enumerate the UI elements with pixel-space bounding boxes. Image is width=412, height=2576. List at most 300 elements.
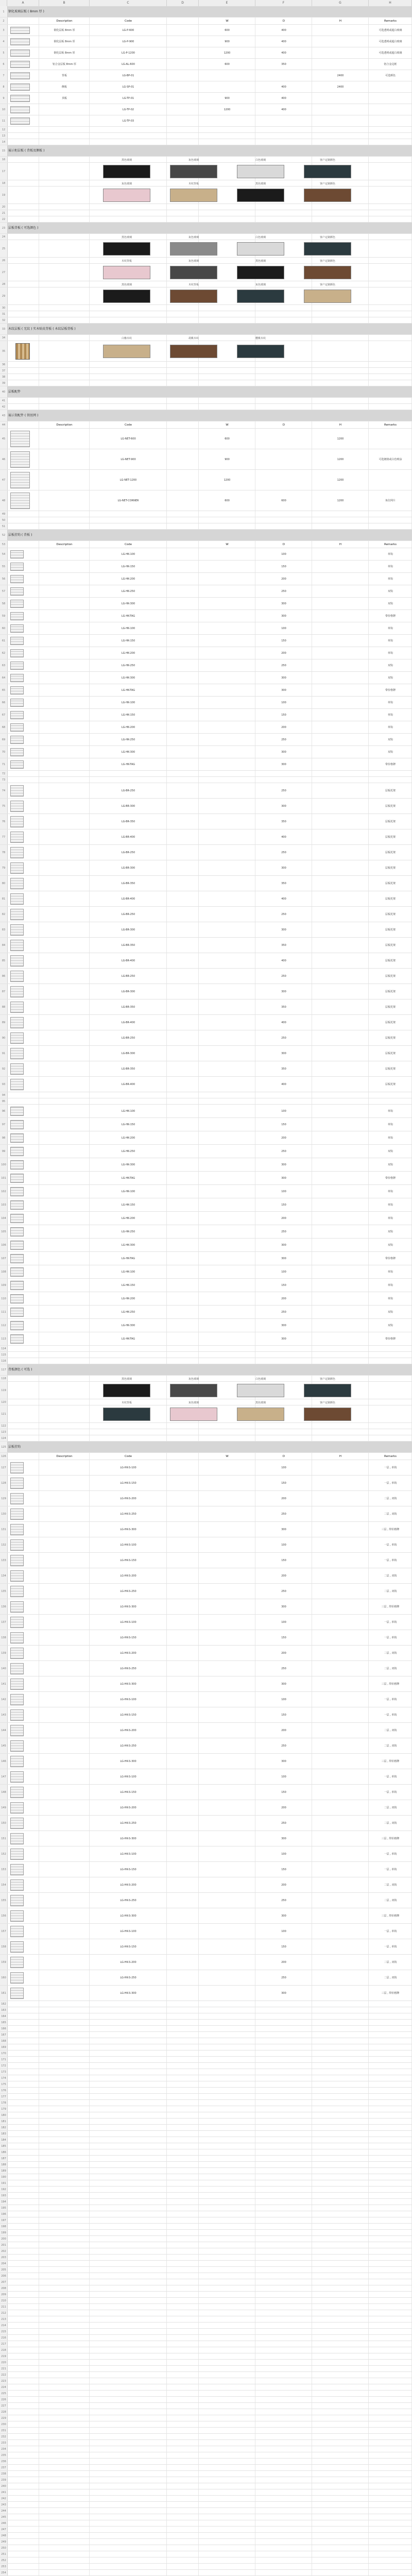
row-number[interactable]: 189 — [0, 2168, 8, 2174]
product-thumbnail[interactable] — [10, 801, 24, 812]
row-number[interactable]: 177 — [0, 2094, 8, 2099]
width-cell[interactable] — [199, 548, 255, 560]
width-cell[interactable]: 1200 — [224, 51, 231, 55]
height-cell[interactable] — [312, 93, 369, 104]
product-thumbnail[interactable] — [10, 649, 24, 657]
code-cell[interactable]: LG-HK-S-200 — [120, 1497, 136, 1500]
product-thumbnail[interactable] — [10, 27, 30, 34]
product-thumbnail[interactable] — [10, 1002, 24, 1013]
depth-cell[interactable]: 300 — [281, 1052, 286, 1055]
depth-cell[interactable]: 400 — [281, 959, 286, 962]
product-thumbnail[interactable] — [10, 1601, 24, 1613]
remarks-cell[interactable]: 层板托架 — [385, 820, 396, 823]
row-number[interactable]: 111 — [0, 1306, 8, 1318]
width-cell[interactable] — [199, 672, 255, 684]
product-thumbnail[interactable] — [10, 1570, 24, 1582]
product-thumbnail[interactable] — [10, 472, 30, 488]
width-cell[interactable] — [199, 697, 255, 708]
depth-cell[interactable] — [255, 429, 312, 449]
height-cell[interactable] — [312, 1661, 369, 1676]
depth-cell[interactable]: 600 — [281, 499, 286, 502]
product-thumbnail[interactable] — [10, 674, 24, 682]
depth-cell[interactable] — [255, 70, 312, 81]
row-number[interactable]: 148 — [0, 1785, 8, 1800]
height-cell[interactable] — [312, 1816, 369, 1831]
code-cell[interactable]: LG-HK-S-300 — [120, 1682, 136, 1686]
row-number[interactable]: 179 — [0, 2106, 8, 2112]
row-number[interactable]: 6 — [0, 59, 8, 70]
row-number[interactable]: 74 — [0, 783, 8, 798]
depth-cell[interactable]: 100 — [281, 1698, 286, 1701]
width-cell[interactable] — [199, 1522, 255, 1537]
remarks-cell[interactable] — [369, 429, 412, 449]
width-cell[interactable]: 900 — [225, 96, 230, 100]
depth-cell[interactable]: 150 — [281, 713, 286, 717]
code-cell[interactable]: LG-TP-02 — [122, 108, 134, 111]
remarks-cell[interactable]: 单钩 — [387, 552, 393, 556]
height-cell[interactable] — [312, 1707, 369, 1722]
code-cell[interactable]: LG-BR-350 — [121, 1067, 135, 1071]
product-thumbnail[interactable] — [10, 1663, 24, 1674]
row-number[interactable]: 254 — [0, 2570, 8, 2575]
remarks-cell[interactable]: 单钩 — [387, 1283, 393, 1287]
width-cell[interactable] — [199, 891, 255, 906]
code-cell[interactable]: LG-HK-S-150 — [120, 1558, 136, 1562]
code-cell[interactable]: LG-BR-400 — [121, 959, 135, 962]
row-number[interactable]: 107 — [0, 1252, 8, 1265]
width-cell[interactable] — [199, 1252, 255, 1265]
row-number[interactable]: 218 — [0, 2347, 8, 2353]
product-thumbnail[interactable] — [10, 1227, 24, 1236]
height-cell[interactable] — [312, 1754, 369, 1769]
code-cell[interactable]: LG-BR-400 — [121, 897, 135, 901]
row-number[interactable]: 135 — [0, 1584, 8, 1599]
depth-cell[interactable]: 250 — [281, 1667, 286, 1670]
color-swatch[interactable] — [170, 1384, 217, 1397]
code-cell[interactable]: LG-HK-150 — [121, 1123, 135, 1126]
code-cell[interactable]: LG-HK-S-100 — [120, 1698, 136, 1701]
row-number[interactable]: 82 — [0, 907, 8, 922]
row-number[interactable]: 17 — [0, 163, 8, 180]
row-number[interactable]: 35 — [0, 341, 8, 361]
row-number[interactable]: 223 — [0, 2378, 8, 2384]
color-swatch[interactable] — [103, 242, 150, 256]
height-cell[interactable] — [312, 1105, 369, 1117]
remarks-cell[interactable]: 层板托架 — [385, 1036, 396, 1040]
row-number[interactable]: 8 — [0, 81, 8, 92]
height-cell[interactable] — [312, 1568, 369, 1583]
row-number[interactable]: 138 — [0, 1630, 8, 1645]
remarks-cell[interactable]: 层板托架 — [385, 851, 396, 854]
row-number[interactable]: 64 — [0, 672, 8, 684]
width-cell[interactable] — [199, 1831, 255, 1846]
depth-cell[interactable]: 400 — [281, 1082, 286, 1086]
depth-cell[interactable]: 200 — [281, 1806, 286, 1809]
row-number[interactable]: 93 — [0, 1077, 8, 1092]
depth-cell[interactable] — [255, 470, 312, 490]
remarks-cell[interactable]: 三层 , 带价格牌 — [381, 1605, 400, 1608]
color-swatch[interactable] — [170, 1408, 217, 1421]
code-cell[interactable]: LG-P-1200 — [122, 51, 135, 55]
depth-cell[interactable]: 300 — [281, 1528, 286, 1531]
remarks-cell[interactable]: 层板托架 — [385, 1021, 396, 1024]
height-cell[interactable]: 1200 — [337, 457, 344, 461]
remarks-cell[interactable]: 双钩 — [387, 664, 393, 667]
code-cell[interactable]: LG-HK-TAG — [121, 1257, 135, 1260]
width-cell[interactable] — [199, 1046, 255, 1061]
section-title[interactable]: 层板挂钩 — [8, 1445, 21, 1449]
code-cell[interactable]: LG-BR-400 — [121, 1021, 135, 1024]
code-cell[interactable]: LG-HK-300 — [121, 1324, 135, 1327]
color-swatch[interactable] — [304, 189, 351, 202]
row-number[interactable]: 49 — [0, 511, 8, 517]
row-number[interactable]: 242 — [0, 2496, 8, 2501]
color-swatch[interactable] — [237, 266, 284, 279]
row-number[interactable]: 129 — [0, 1491, 8, 1506]
width-cell[interactable] — [199, 758, 255, 770]
color-swatch[interactable] — [237, 165, 284, 178]
height-cell[interactable]: 2400 — [337, 74, 344, 77]
remarks-cell[interactable]: 一层 , 单钩 — [384, 1466, 397, 1469]
row-number[interactable]: 101 — [0, 1172, 8, 1184]
remarks-cell[interactable]: 铝合金边框 — [384, 62, 397, 66]
depth-cell[interactable]: 200 — [281, 1574, 286, 1578]
row-number[interactable]: 66 — [0, 697, 8, 708]
remarks-cell[interactable]: 一层 , 单钩 — [384, 1775, 397, 1778]
row-number[interactable]: 252 — [0, 2557, 8, 2563]
width-cell[interactable] — [199, 1131, 255, 1144]
row-number[interactable]: 151 — [0, 1831, 8, 1846]
row-number[interactable]: 132 — [0, 1537, 8, 1552]
row-number[interactable]: 81 — [0, 891, 8, 906]
remarks-cell[interactable]: 一层 , 单钩 — [384, 1481, 397, 1485]
remarks-cell[interactable]: 二层 , 双钩 — [384, 1589, 397, 1593]
row-number[interactable]: 168 — [0, 2038, 8, 2044]
height-cell[interactable] — [312, 697, 369, 708]
width-cell[interactable] — [199, 1646, 255, 1660]
row-number[interactable]: 33 — [0, 324, 8, 334]
height-cell[interactable] — [312, 1198, 369, 1211]
row-number[interactable]: 235 — [0, 2452, 8, 2458]
row-number[interactable]: 241 — [0, 2489, 8, 2495]
depth-cell[interactable]: 200 — [281, 1216, 286, 1220]
width-cell[interactable] — [199, 647, 255, 659]
height-cell[interactable] — [312, 829, 369, 844]
height-cell[interactable] — [312, 1158, 369, 1171]
row-number[interactable]: 62 — [0, 647, 8, 659]
row-number[interactable]: 198 — [0, 2224, 8, 2229]
row-number[interactable]: 123 — [0, 1429, 8, 1435]
row-number[interactable]: 90 — [0, 1030, 8, 1045]
header-code[interactable]: Code — [124, 543, 132, 546]
row-number[interactable]: 85 — [0, 953, 8, 968]
height-cell[interactable] — [312, 1970, 369, 1985]
remarks-cell[interactable]: 双钩 — [387, 676, 393, 680]
remarks-cell[interactable]: 层板托架 — [385, 882, 396, 885]
row-number[interactable]: 210 — [0, 2298, 8, 2303]
row-number[interactable]: 173 — [0, 2069, 8, 2075]
row-number[interactable]: 130 — [0, 1506, 8, 1521]
row-number[interactable]: 106 — [0, 1239, 8, 1251]
row-number[interactable]: 215 — [0, 2329, 8, 2334]
height-cell[interactable] — [312, 860, 369, 875]
depth-cell[interactable]: 250 — [281, 1512, 286, 1516]
width-cell[interactable] — [199, 610, 255, 622]
depth-cell[interactable]: 250 — [281, 912, 286, 916]
row-number[interactable]: 219 — [0, 2353, 8, 2359]
depth-cell[interactable]: 150 — [281, 1558, 286, 1562]
width-cell[interactable] — [199, 622, 255, 634]
code-cell[interactable]: LG-HK-S-150 — [120, 1481, 136, 1485]
remarks-cell[interactable]: 双钩 — [387, 750, 393, 754]
width-cell[interactable] — [199, 635, 255, 647]
depth-cell[interactable]: 100 — [281, 1190, 286, 1193]
product-thumbnail[interactable] — [10, 1988, 24, 1999]
depth-cell[interactable]: 300 — [281, 1991, 286, 1995]
depth-cell[interactable]: 300 — [281, 928, 286, 931]
remarks-cell[interactable]: 单钩 — [387, 1190, 393, 1193]
row-number[interactable]: 25 — [0, 240, 8, 257]
row-number[interactable]: 180 — [0, 2112, 8, 2118]
row-number[interactable]: 229 — [0, 2415, 8, 2421]
height-cell[interactable] — [312, 622, 369, 634]
depth-cell[interactable]: 250 — [281, 1589, 286, 1593]
row-number[interactable]: 115 — [0, 1352, 8, 1358]
row-number[interactable]: 227 — [0, 2403, 8, 2409]
remarks-cell[interactable]: 层板托架 — [385, 835, 396, 839]
width-cell[interactable] — [199, 1030, 255, 1045]
code-cell[interactable]: LG-HK-100 — [121, 626, 135, 630]
row-number[interactable]: 69 — [0, 734, 8, 745]
product-thumbnail[interactable] — [10, 1539, 24, 1551]
product-thumbnail[interactable] — [10, 1926, 24, 1937]
code-cell[interactable]: LG-HK-S-100 — [120, 1775, 136, 1778]
row-number[interactable]: 194 — [0, 2199, 8, 2205]
row-number[interactable]: 86 — [0, 969, 8, 984]
width-cell[interactable] — [199, 709, 255, 721]
header-w[interactable]: W — [226, 543, 229, 546]
code-cell[interactable]: LG-HK-TAG — [121, 762, 135, 766]
width-cell[interactable] — [199, 922, 255, 937]
height-cell[interactable] — [312, 548, 369, 560]
remarks-cell[interactable] — [369, 81, 412, 92]
row-number[interactable]: 236 — [0, 2459, 8, 2464]
product-thumbnail[interactable] — [10, 847, 24, 858]
remarks-cell[interactable]: 可选透明或超白玻璃 — [379, 28, 402, 32]
product-thumbnail[interactable] — [10, 1509, 24, 1520]
row-number[interactable]: 72 — [0, 771, 8, 776]
width-cell[interactable] — [199, 1506, 255, 1521]
row-number[interactable]: 191 — [0, 2180, 8, 2186]
product-thumbnail[interactable] — [10, 1187, 24, 1196]
code-cell[interactable]: LG-HK-200 — [121, 577, 135, 581]
column-header-f[interactable]: F — [255, 0, 312, 6]
header-h[interactable]: H — [339, 423, 342, 427]
row-number[interactable]: 183 — [0, 2131, 8, 2137]
color-swatch[interactable] — [103, 290, 150, 303]
remarks-cell[interactable]: 双钩 — [387, 589, 393, 593]
row-number[interactable]: 178 — [0, 2100, 8, 2106]
row-number[interactable]: 203 — [0, 2255, 8, 2260]
depth-cell[interactable]: 250 — [281, 738, 286, 741]
width-cell[interactable] — [199, 1198, 255, 1211]
column-header-c[interactable]: C — [90, 0, 167, 6]
code-cell[interactable]: LG-BR-250 — [121, 789, 135, 792]
remarks-cell[interactable]: 单钩 — [387, 1136, 393, 1140]
product-thumbnail[interactable] — [10, 785, 24, 796]
height-cell[interactable] — [312, 659, 369, 671]
product-thumbnail[interactable] — [10, 1833, 24, 1844]
row-number[interactable]: 192 — [0, 2187, 8, 2192]
remarks-cell[interactable]: 一层 , 单钩 — [384, 1713, 397, 1717]
code-cell[interactable]: LG-HK-S-150 — [120, 1945, 136, 1948]
code-cell[interactable]: LG-BR-300 — [121, 990, 135, 993]
row-number[interactable]: 134 — [0, 1568, 8, 1583]
code-cell[interactable]: LG-BR-250 — [121, 974, 135, 978]
code-cell[interactable]: LG-HK-200 — [121, 725, 135, 729]
row-number[interactable]: 181 — [0, 2119, 8, 2124]
code-cell[interactable]: LG-HK-S-150 — [120, 1636, 136, 1639]
row-number[interactable]: 162 — [0, 2001, 8, 2007]
depth-cell[interactable]: 100 — [281, 1543, 286, 1547]
select-all-corner[interactable] — [0, 0, 7, 6]
column-header-g[interactable]: G — [312, 0, 369, 6]
header-d[interactable]: D — [282, 1454, 285, 1458]
remarks-cell[interactable]: 一层 , 单钩 — [384, 1543, 397, 1547]
height-cell[interactable] — [312, 1030, 369, 1045]
remarks-cell[interactable]: 三层 , 带价格牌 — [381, 1991, 400, 1995]
row-number[interactable]: 251 — [0, 2551, 8, 2557]
code-cell[interactable]: LG-HK-100 — [121, 552, 135, 556]
depth-cell[interactable]: 300 — [281, 1837, 286, 1840]
remarks-cell[interactable]: 单钩 — [387, 565, 393, 568]
row-number[interactable]: 98 — [0, 1131, 8, 1144]
row-number[interactable]: 239 — [0, 2477, 8, 2483]
height-cell[interactable] — [312, 709, 369, 721]
remarks-cell[interactable]: 双钩 — [387, 1310, 393, 1314]
depth-cell[interactable]: 400 — [281, 96, 286, 100]
row-number[interactable]: 128 — [0, 1476, 8, 1490]
product-thumbnail[interactable] — [10, 1079, 24, 1090]
header-h[interactable]: H — [339, 19, 342, 23]
remarks-cell[interactable]: 单钩 — [387, 1216, 393, 1220]
header-remarks[interactable]: Remarks — [384, 543, 397, 546]
code-cell[interactable]: LG-HK-150 — [121, 1203, 135, 1207]
product-thumbnail[interactable] — [10, 760, 24, 769]
depth-cell[interactable]: 100 — [281, 626, 286, 630]
width-cell[interactable] — [199, 1212, 255, 1225]
color-swatch[interactable] — [237, 242, 284, 256]
product-thumbnail[interactable] — [10, 550, 24, 558]
color-swatch[interactable] — [304, 242, 351, 256]
header-code[interactable]: Code — [124, 19, 132, 23]
width-cell[interactable] — [199, 1800, 255, 1815]
remarks-cell[interactable]: 单钩 — [387, 1123, 393, 1126]
width-cell[interactable] — [199, 876, 255, 891]
remarks-cell[interactable]: 单钩 — [387, 713, 393, 717]
row-number[interactable]: 100 — [0, 1158, 8, 1171]
row-number[interactable]: 103 — [0, 1198, 8, 1211]
code-cell[interactable]: LG-HK-S-250 — [120, 1899, 136, 1902]
product-thumbnail[interactable] — [10, 1617, 24, 1628]
depth-cell[interactable]: 100 — [281, 701, 286, 704]
code-cell[interactable]: LG-BR-250 — [121, 912, 135, 916]
code-cell[interactable]: LG-BR-300 — [121, 866, 135, 870]
remarks-cell[interactable]: 层板托架 — [385, 959, 396, 962]
row-number[interactable]: 155 — [0, 1893, 8, 1908]
code-cell[interactable]: LG-BR-350 — [121, 882, 135, 885]
code-cell[interactable]: LG-NET-900 — [121, 457, 136, 461]
product-thumbnail[interactable] — [10, 699, 24, 707]
width-cell[interactable] — [199, 1306, 255, 1318]
height-cell[interactable] — [312, 1723, 369, 1738]
depth-cell[interactable]: 350 — [281, 62, 286, 66]
row-number[interactable]: 234 — [0, 2446, 8, 2452]
height-cell[interactable] — [312, 1131, 369, 1144]
row-number[interactable]: 42 — [0, 404, 8, 410]
remarks-cell[interactable]: 层板托架 — [385, 974, 396, 978]
height-cell[interactable] — [312, 1584, 369, 1599]
width-cell[interactable] — [199, 1630, 255, 1645]
row-number[interactable]: 166 — [0, 2026, 8, 2031]
code-cell[interactable]: LG-HK-250 — [121, 664, 135, 667]
product-thumbnail[interactable] — [10, 1321, 24, 1330]
width-cell[interactable] — [199, 969, 255, 984]
height-cell[interactable] — [312, 1676, 369, 1691]
column-header-b[interactable]: B — [39, 0, 90, 6]
row-number[interactable]: 207 — [0, 2279, 8, 2285]
row-number[interactable]: 112 — [0, 1319, 8, 1332]
row-number[interactable]: 56 — [0, 573, 8, 585]
depth-cell[interactable]: 100 — [281, 1620, 286, 1624]
code-cell[interactable]: LG-BR-350 — [121, 943, 135, 947]
depth-cell[interactable]: 250 — [281, 851, 286, 854]
row-number[interactable]: 136 — [0, 1599, 8, 1614]
width-cell[interactable]: 900 — [225, 40, 230, 43]
row-number[interactable]: 237 — [0, 2465, 8, 2470]
depth-cell[interactable]: 100 — [281, 1109, 286, 1113]
depth-cell[interactable]: 300 — [281, 750, 286, 754]
height-cell[interactable] — [312, 36, 369, 47]
row-number[interactable]: 220 — [0, 2360, 8, 2365]
remarks-cell[interactable]: 三层 , 带价格牌 — [381, 1528, 400, 1531]
product-thumbnail[interactable] — [10, 1740, 24, 1752]
row-number[interactable]: 157 — [0, 1924, 8, 1939]
height-cell[interactable] — [312, 1145, 369, 1158]
remarks-cell[interactable]: 可选镀铬或白色喷涂 — [379, 457, 402, 461]
product-thumbnail[interactable] — [10, 955, 24, 967]
width-cell[interactable] — [199, 1015, 255, 1030]
height-cell[interactable] — [312, 1955, 369, 1970]
row-number[interactable]: 39 — [0, 380, 8, 386]
remarks-cell[interactable]: 单钩 — [387, 1203, 393, 1207]
code-cell[interactable]: LG-HK-S-200 — [120, 1728, 136, 1732]
row-number[interactable]: 196 — [0, 2211, 8, 2217]
row-number[interactable]: 87 — [0, 984, 8, 999]
width-cell[interactable] — [199, 561, 255, 572]
width-cell[interactable] — [199, 1769, 255, 1784]
width-cell[interactable]: 600 — [225, 28, 230, 32]
row-number[interactable]: 137 — [0, 1615, 8, 1630]
product-thumbnail[interactable] — [10, 1147, 24, 1156]
remarks-cell[interactable]: 二层 , 双钩 — [384, 1899, 397, 1902]
row-number[interactable]: 61 — [0, 635, 8, 647]
width-cell[interactable] — [199, 1939, 255, 1954]
code-cell[interactable]: LG-HK-S-300 — [120, 1759, 136, 1763]
remarks-cell[interactable]: 层板托架 — [385, 928, 396, 931]
row-number[interactable]: 145 — [0, 1738, 8, 1753]
width-cell[interactable] — [199, 1537, 255, 1552]
